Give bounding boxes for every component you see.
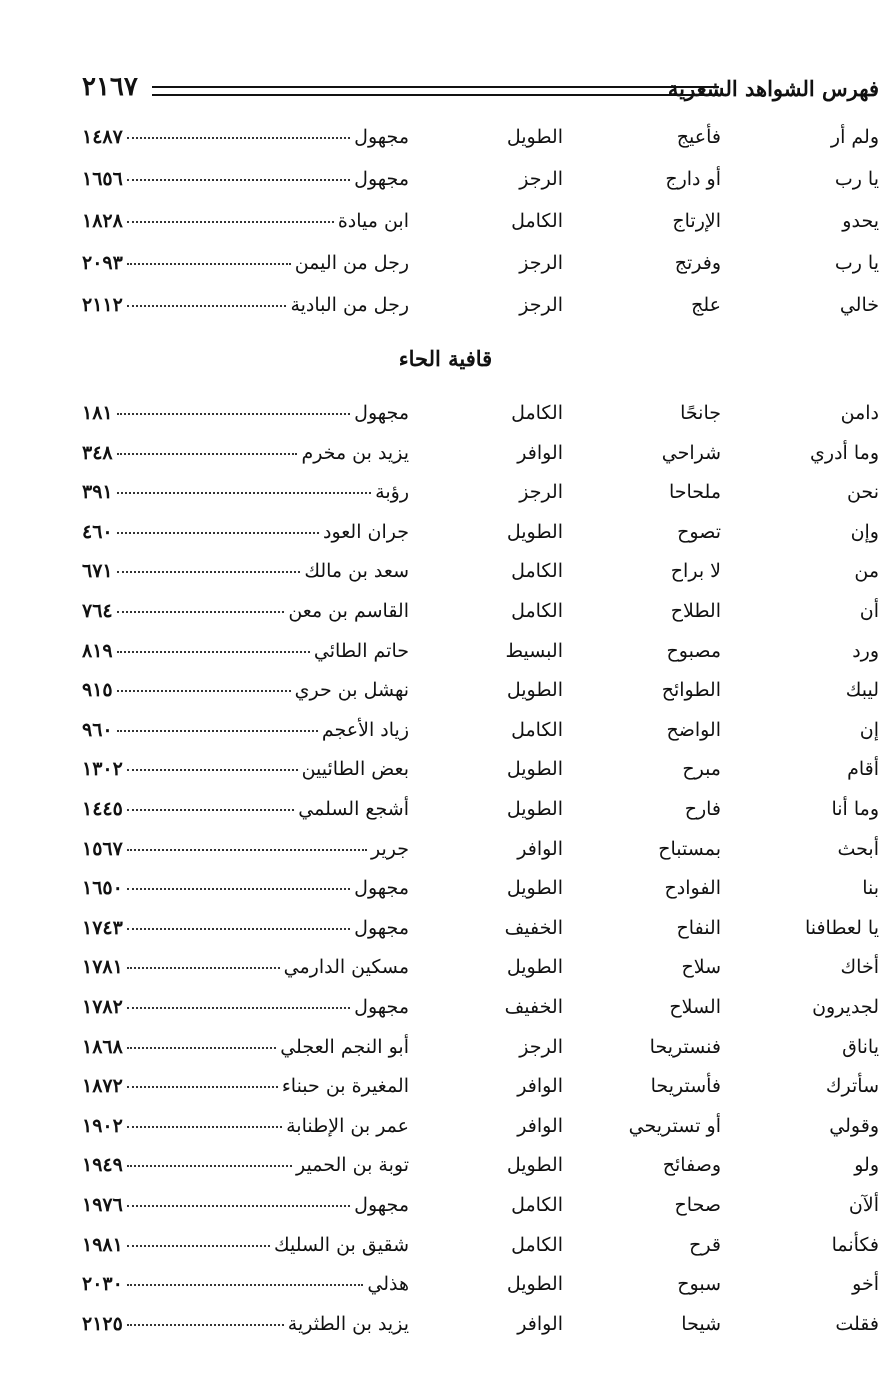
page-reference: ٣٤٨ — [82, 441, 113, 464]
poet-and-page — [82, 442, 409, 464]
dot-leader — [127, 220, 334, 223]
poet-and-page — [82, 758, 409, 780]
dot-leader — [127, 178, 350, 181]
index-row — [82, 877, 879, 917]
dot-leader — [117, 729, 318, 732]
index-row — [82, 838, 879, 878]
index-row — [82, 719, 879, 759]
poet-and-page — [82, 600, 409, 622]
page-reference: ١٩٤٩ — [82, 1154, 123, 1177]
verse-opening: خالي — [839, 294, 879, 316]
poet-and-page — [82, 560, 409, 582]
dot-leader — [127, 768, 298, 771]
page-reference: ٨١٩ — [82, 639, 113, 662]
verse-opening: بنا — [862, 877, 879, 900]
page-reference: ١٤٤٥ — [82, 798, 123, 820]
page-reference: ١٩٨١ — [82, 1233, 123, 1256]
poet-and-page — [82, 252, 409, 274]
verse-opening: ليبك — [845, 679, 879, 702]
verse-opening: لجديرون — [812, 996, 879, 1018]
poet-and-page — [82, 996, 409, 1018]
index-row — [82, 1075, 879, 1115]
page-reference: ٢٠٣٠ — [82, 1273, 123, 1296]
poet-and-page — [82, 294, 409, 316]
header-double-rule — [152, 86, 719, 96]
poet-name: مسكين الدارمي — [283, 956, 409, 979]
page-reference: ١٨١ — [82, 402, 113, 424]
poet-name: جران العود — [322, 520, 409, 543]
dot-leader — [127, 808, 294, 811]
poet-name: مجهول — [354, 1194, 409, 1216]
index-row — [82, 402, 879, 442]
verse-opening: أبحث — [837, 837, 879, 860]
index-row — [82, 210, 879, 250]
verse-opening: ياناق — [842, 1035, 879, 1058]
rhyme-word: أو دارج — [665, 168, 721, 190]
page-reference: ١٩٧٦ — [82, 1194, 123, 1216]
poet-and-page — [82, 402, 409, 424]
dot-leader — [117, 610, 285, 613]
poet-name: عمر بن الإطنابة — [286, 1114, 409, 1137]
verse-opening: سأترك — [825, 1075, 879, 1098]
rhyme-word: تصوح — [677, 520, 721, 543]
dot-leader — [127, 1125, 282, 1128]
dot-leader — [127, 1006, 350, 1009]
rhyme-word: السلاح — [669, 996, 721, 1018]
poetic-meter: الطويل — [506, 679, 563, 702]
poet-name: مجهول — [354, 916, 409, 939]
rhyme-word: بمستباح — [658, 837, 721, 860]
poet-name: القاسم بن معن — [288, 600, 409, 622]
dot-leader — [127, 1283, 364, 1286]
poet-name: المغيرة بن حبناء — [281, 1075, 409, 1098]
page-reference: ١٨٧٢ — [82, 1075, 123, 1098]
rhyme-word: الواضح — [666, 718, 721, 741]
poet-and-page — [82, 719, 409, 741]
poet-and-page — [82, 210, 409, 232]
poetic-meter: الطويل — [506, 798, 563, 820]
poetic-meter: الطويل — [506, 126, 563, 148]
poetic-meter: الكامل — [511, 718, 563, 741]
index-row — [82, 956, 879, 996]
verse-opening: وما أدري — [810, 441, 879, 464]
page-reference: ١٩٠٢ — [82, 1114, 123, 1137]
verse-opening: نحن — [846, 481, 879, 504]
verse-opening: أخاك — [840, 956, 879, 979]
index-row — [82, 917, 879, 957]
dot-leader — [127, 848, 367, 851]
rhyme-word: قرح — [689, 1233, 721, 1256]
poet-and-page — [82, 1115, 409, 1137]
rhyme-word: مصبوح — [666, 639, 721, 662]
dot-leader — [117, 650, 310, 653]
page-reference: ٩٦٠ — [82, 718, 113, 741]
index-row — [82, 1194, 879, 1234]
page-reference: ١٧٨١ — [82, 956, 123, 979]
poet-name: مجهول — [354, 126, 409, 148]
verse-opening: أخو — [852, 1273, 879, 1296]
poet-and-page — [82, 1036, 409, 1058]
rhyme-word: فنستريحا — [649, 1035, 721, 1058]
verse-opening: فقلت — [835, 1312, 879, 1335]
dot-leader — [127, 927, 350, 930]
dot-leader — [127, 1046, 276, 1049]
poet-name: مجهول — [354, 402, 409, 424]
verse-opening: وقولي — [829, 1114, 879, 1137]
running-title: فهرس الشواهد الشعرية — [667, 76, 879, 101]
poetic-meter: الطويل — [506, 520, 563, 543]
poet-name: يزيد بن الطثرية — [287, 1312, 409, 1335]
verse-opening: ألآن — [848, 1194, 879, 1216]
dot-leader — [127, 1244, 270, 1247]
index-row — [82, 758, 879, 798]
poetic-meter: الكامل — [511, 560, 563, 583]
poetic-meter: الطويل — [506, 758, 563, 781]
poetic-meter: الكامل — [511, 600, 563, 622]
poetic-meter: الرجز — [519, 294, 563, 316]
poet-and-page — [82, 1154, 409, 1176]
index-row — [82, 168, 879, 208]
poet-name: مجهول — [354, 168, 409, 190]
poet-name: رجل من البادية — [290, 294, 409, 316]
poetic-meter: الوافر — [517, 1114, 563, 1137]
rhyme-word: الفوادح — [664, 877, 721, 900]
verse-opening: يحدو — [842, 210, 879, 232]
rhyme-word: مبرح — [682, 758, 721, 781]
poetic-meter: الوافر — [517, 1075, 563, 1098]
rhyme-word: علج — [691, 294, 721, 316]
index-row — [82, 560, 879, 600]
poetic-meter: الكامل — [511, 1233, 563, 1256]
poet-name: مجهول — [354, 996, 409, 1018]
page-reference: ٢١٢٥ — [82, 1312, 123, 1335]
poetic-meter: الرجز — [519, 252, 563, 274]
poetic-meter: الطويل — [506, 1273, 563, 1296]
poet-and-page — [82, 1194, 409, 1216]
poet-and-page — [82, 1234, 409, 1256]
poet-name: أبو النجم العجلي — [280, 1035, 409, 1058]
poet-name: مجهول — [354, 877, 409, 900]
page-reference: ١٧٤٣ — [82, 916, 123, 939]
poetic-meter: الوافر — [517, 1312, 563, 1335]
rhyme-word: النفاح — [676, 916, 721, 939]
poet-name: توبة بن الحمير — [296, 1154, 409, 1177]
dot-leader — [127, 262, 291, 265]
poet-and-page — [82, 679, 409, 701]
poet-name: بعض الطائيين — [301, 758, 409, 781]
index-row — [82, 1313, 879, 1353]
dot-leader — [117, 531, 319, 534]
index-row — [82, 640, 879, 680]
page-reference: ١٦٥٠ — [82, 877, 123, 900]
page-number: ٢١٦٧ — [82, 72, 138, 102]
poetic-meter: الكامل — [511, 402, 563, 424]
poetic-meter: البسيط — [505, 639, 563, 662]
index-row — [82, 1234, 879, 1274]
dot-leader — [117, 452, 298, 455]
poetic-meter: الطويل — [506, 956, 563, 979]
rhyme-word: الإرتاج — [672, 210, 721, 232]
page-reference: ٧٦٤ — [82, 600, 113, 622]
poet-name: أشجع السلمي — [298, 798, 409, 820]
poetic-meter: الوافر — [517, 441, 563, 464]
dot-leader — [127, 304, 287, 307]
index-row — [82, 600, 879, 640]
poet-name: سعد بن مالك — [304, 560, 409, 583]
dot-leader — [127, 966, 280, 969]
section-title: قافية الحاء — [398, 346, 493, 371]
verse-opening: ورد — [852, 639, 879, 662]
rhyme-word: صحاح — [674, 1194, 721, 1216]
page-reference: ١٣٠٢ — [82, 758, 123, 781]
verse-opening: يا رب — [834, 252, 879, 274]
dot-leader — [117, 412, 351, 415]
verse-opening: يا لعطافنا — [804, 916, 879, 939]
index-row — [82, 442, 879, 482]
poet-name: هذلي — [367, 1273, 409, 1296]
poetic-meter: الخفيف — [504, 916, 563, 939]
rhyme-word: ملحاحا — [668, 481, 721, 504]
poetic-meter: الرجز — [519, 168, 563, 190]
page-reference: ٦٧١ — [82, 560, 113, 583]
poetic-meter: الكامل — [511, 210, 563, 232]
index-row — [82, 1036, 879, 1076]
poet-and-page — [82, 1313, 409, 1335]
verse-opening: أن — [859, 600, 879, 622]
poet-name: شقيق بن السليك — [274, 1233, 409, 1256]
poet-and-page — [82, 168, 409, 190]
poetic-meter: الكامل — [511, 1194, 563, 1216]
page-header — [82, 72, 879, 108]
index-row — [82, 252, 879, 292]
rhyme-word: جانحًا — [680, 402, 721, 424]
page-reference: ١٥٦٧ — [82, 837, 123, 860]
verse-opening: يا رب — [834, 168, 879, 190]
rhyme-word: فأعيج — [676, 126, 721, 148]
poet-and-page — [82, 1075, 409, 1097]
poet-and-page — [82, 1273, 409, 1295]
page-reference: ٢٠٩٣ — [82, 252, 123, 274]
poet-name: رجل من اليمن — [294, 252, 409, 274]
rhyme-word: أو تستريحي — [628, 1114, 721, 1137]
index-row — [82, 1273, 879, 1313]
index-row — [82, 521, 879, 561]
poet-and-page — [82, 640, 409, 662]
dot-leader — [117, 689, 291, 692]
dot-leader — [127, 1164, 292, 1167]
index-row — [82, 798, 879, 838]
index-row — [82, 679, 879, 719]
poet-name: يزيد بن مخرم — [301, 441, 409, 464]
poet-and-page — [82, 798, 409, 820]
page-reference: ١٧٨٢ — [82, 996, 123, 1018]
dot-leader — [127, 1085, 278, 1088]
dot-leader — [117, 491, 372, 494]
poetic-meter: الرجز — [519, 1035, 563, 1058]
rhyme-word: الطوائح — [661, 679, 721, 702]
poetic-meter: الرجز — [519, 481, 563, 504]
page-reference: ١٨٦٨ — [82, 1035, 123, 1058]
verse-opening: فكأنما — [831, 1233, 879, 1256]
poet-name: حاتم الطائي — [313, 639, 409, 662]
rhyme-word: لا براح — [670, 560, 721, 583]
index-row — [82, 1154, 879, 1194]
index-row — [82, 1115, 879, 1155]
rhyme-word: شيحا — [681, 1312, 721, 1335]
poet-and-page — [82, 126, 409, 148]
verse-opening: دامن — [840, 402, 879, 424]
poet-name: نهشل بن حري — [294, 679, 409, 702]
rhyme-word: فارح — [684, 798, 721, 820]
verse-opening: ولو — [854, 1154, 879, 1177]
poet-and-page — [82, 917, 409, 939]
dot-leader — [127, 887, 350, 890]
verse-opening: وما أنا — [831, 798, 879, 820]
verse-opening: إن — [859, 718, 879, 741]
verse-opening: ولم أر — [830, 126, 879, 148]
poet-and-page — [82, 838, 409, 860]
poet-and-page — [82, 956, 409, 978]
poetic-meter: الخفيف — [504, 996, 563, 1018]
rhyme-word: وفرتج — [674, 252, 721, 274]
page-reference: ٩١٥ — [82, 679, 113, 702]
verse-opening: أقام — [847, 758, 879, 781]
poet-and-page — [82, 521, 409, 543]
rhyme-word: سلاح — [681, 956, 721, 979]
index-row — [82, 126, 879, 166]
dot-leader — [117, 570, 301, 573]
page-reference: ١٨٢٨ — [82, 210, 123, 232]
page-reference: ١٤٨٧ — [82, 126, 123, 148]
rhyme-word: فأستريحا — [650, 1075, 721, 1098]
page-reference: ٤٦٠ — [82, 520, 113, 543]
poet-name: زياد الأعجم — [321, 718, 409, 741]
rhyme-word: وصفائح — [662, 1154, 721, 1177]
index-row — [82, 481, 879, 521]
dot-leader — [127, 136, 350, 139]
index-row — [82, 996, 879, 1036]
poetic-meter: الوافر — [517, 837, 563, 860]
rhyme-word: سبوح — [677, 1273, 721, 1296]
poet-and-page — [82, 877, 409, 899]
page-reference: ٣٩١ — [82, 481, 113, 504]
poet-and-page — [82, 481, 409, 503]
dot-leader — [127, 1323, 284, 1326]
dot-leader — [127, 1204, 350, 1207]
page-reference: ٢١١٢ — [82, 294, 123, 316]
poet-name: ابن ميادة — [337, 210, 409, 232]
index-row — [82, 294, 879, 334]
verse-opening: من — [854, 560, 879, 583]
poetic-meter: الطويل — [506, 1154, 563, 1177]
poet-name: جرير — [371, 837, 409, 860]
rhyme-word: شراحي — [661, 441, 721, 464]
poetic-meter: الطويل — [506, 877, 563, 900]
rhyme-word: الطلاح — [670, 600, 721, 622]
poet-name: رؤبة — [375, 481, 409, 504]
page-reference: ١٦٥٦ — [82, 168, 123, 190]
verse-opening: وإن — [850, 520, 879, 543]
